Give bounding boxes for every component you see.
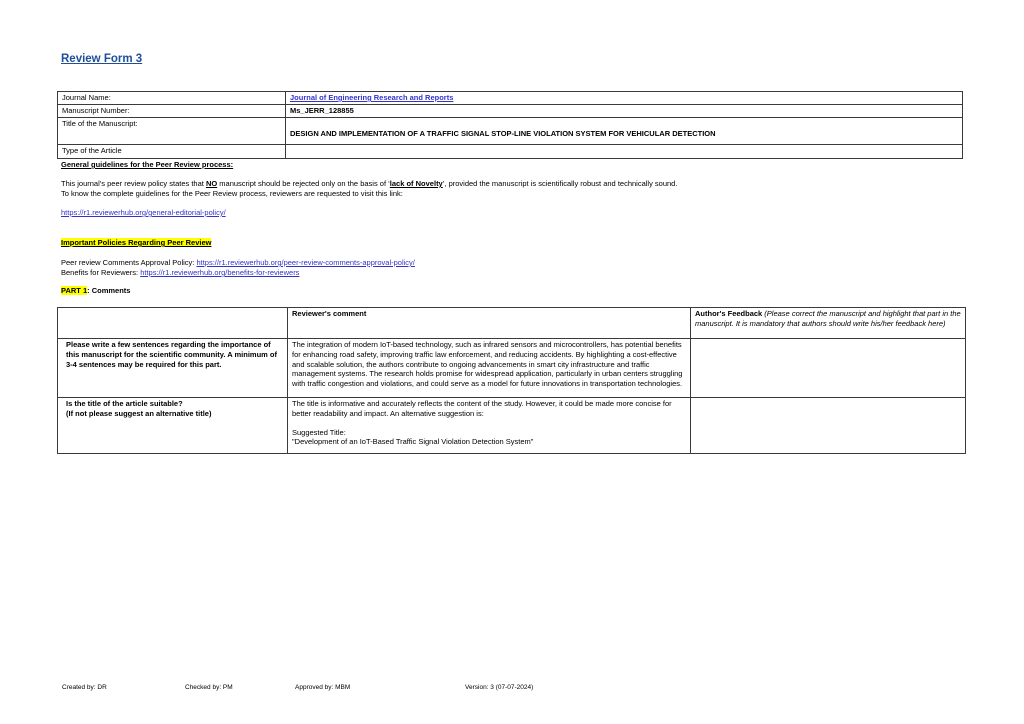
guidelines-link-intro: To know the complete guidelines for the Peer Review process, reviewers are requested to visit this link: — [61, 189, 403, 198]
table-row — [58, 105, 963, 118]
part1-label: : Comments — [87, 286, 131, 295]
title-comment-cell — [288, 398, 691, 454]
part1-heading — [61, 286, 130, 295]
importance-question-cell: Please write a few sentences regarding the importance of this manuscript for the scientific community. A minimum of 3-4 sentences may be required for this part. — [58, 339, 288, 398]
author-feedback-header — [691, 308, 966, 339]
title-question-line1: Is the title of the article suitable? — [66, 399, 183, 408]
important-policies-heading: Important Policies Regarding Peer Review — [61, 238, 212, 247]
guidelines-text: ’, provided the manuscript is scientifically robust and technically sound. — [442, 179, 678, 188]
article-type-label: Type of the Article — [58, 145, 286, 159]
benefits-link[interactable]: https://r1.reviewerhub.org/benefits-for-reviewers — [140, 268, 300, 277]
suggested-title-label: Suggested Title: — [292, 427, 346, 437]
manuscript-number-value: Ms_JERR_128855 — [286, 105, 963, 118]
title-question-cell — [58, 398, 288, 454]
table-header-row — [58, 308, 966, 339]
footer-created-by: Created by: DR — [62, 684, 107, 691]
title-question-line2: (If not please suggest an alternative title) — [66, 408, 212, 418]
manuscript-title-label: Title of the Manuscript: — [58, 118, 286, 145]
journal-name-label: Journal Name: — [58, 92, 286, 105]
document-footer — [0, 684, 1024, 696]
manuscript-title-value: DESIGN AND IMPLEMENTATION OF A TRAFFIC SIGNAL STOP-LINE VIOLATION SYSTEM FOR VEHICULAR DETECTION — [286, 118, 963, 145]
table-row — [58, 339, 966, 398]
importance-feedback-cell — [691, 339, 966, 398]
importance-comment-cell: The integration of modern IoT-based technology, such as infrared sensors and microcontrollers, has potential benefits for enhancing road safety, improving traffic law enforcement, and reducing accidents. By highlighting a cost-effective and scalable solution, the authors contribute to ongoing advancements in smart city infrastructure and traffic management systems. The research holds promise for widespread application, particularly in urban centers struggling with traffic congestion and violations, and could serve as a model for future innovations in transportation technologies. — [288, 339, 691, 398]
title-feedback-cell — [691, 398, 966, 454]
journal-name-link[interactable]: Journal of Engineering Research and Reports — [290, 93, 454, 102]
header-empty-cell — [58, 308, 288, 339]
footer-checked-by: Checked by: PM — [185, 684, 233, 691]
manuscript-info-table — [57, 91, 963, 159]
reviewer-comment-header: Reviewer's comment — [288, 308, 691, 339]
page-title: Review Form 3 — [61, 53, 143, 65]
author-feedback-header-title: Author's Feedback — [695, 309, 763, 318]
suggested-title-value: "Development of an IoT-Based Traffic Signal Violation Detection System" — [292, 437, 534, 447]
guidelines-no-emphasis: NO — [205, 179, 218, 188]
approval-policy-label: Peer review Comments Approval Policy: — [61, 258, 197, 267]
table-row — [58, 118, 963, 145]
approval-policy-link[interactable]: https://r1.reviewerhub.org/peer-review-comments-approval-policy/ — [196, 258, 415, 267]
comments-table — [57, 307, 966, 454]
benefits-line — [61, 268, 299, 278]
general-guidelines-heading: General guidelines for the Peer Review process: — [61, 160, 234, 169]
general-editorial-policy-link[interactable]: https://r1.reviewerhub.org/general-editorial-policy/ — [61, 208, 226, 217]
author-feedback-header-note: (Please correct the manuscript and highlight that part in the manuscript. It is mandatory that authors should write his/her feedback here) — [695, 309, 961, 328]
guidelines-text: This journal’s peer review policy states that — [61, 179, 206, 188]
table-row — [58, 398, 966, 454]
footer-version: Version: 3 (07-07-2024) — [465, 684, 534, 691]
table-row — [58, 92, 963, 105]
title-comment-paragraph: The title is informative and accurately reflects the content of the study. However, it could be made more concise for better readability and impact. An alternative suggestion is: — [292, 399, 672, 418]
table-row — [58, 145, 963, 159]
manuscript-number-label: Manuscript Number: — [58, 105, 286, 118]
spacer — [292, 419, 686, 428]
footer-approved-by: Approved by: MBM — [295, 684, 351, 691]
guidelines-text: manuscript should be rejected only on the basis of ‘ — [217, 179, 390, 188]
benefits-label: Benefits for Reviewers: — [61, 268, 141, 277]
article-type-value — [286, 145, 963, 159]
guidelines-paragraph — [61, 179, 801, 189]
part1-badge: PART 1 — [61, 286, 88, 295]
guidelines-novelty-emphasis: lack of Novelty — [389, 179, 443, 188]
approval-policy-line — [61, 258, 415, 268]
